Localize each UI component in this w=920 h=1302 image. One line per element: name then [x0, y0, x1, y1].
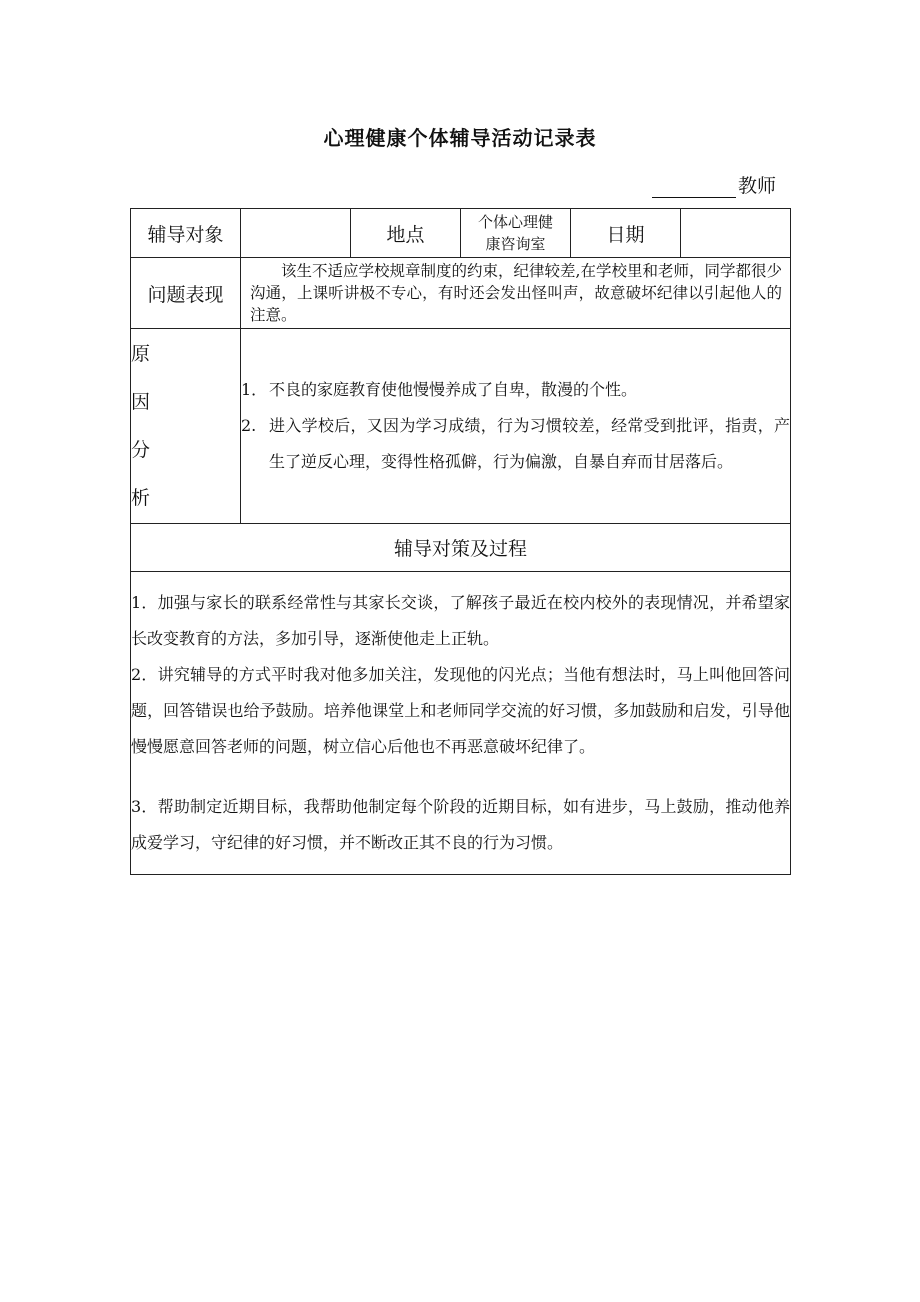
cause-label-char: 分 — [131, 439, 151, 461]
strategy-item: 3．帮助制定近期目标，我帮助他制定每个阶段的近期目标，如有进步，马上鼓励，推动他养成爱学习，守纪律的好习惯，并不断改正其不良的行为习惯。 — [131, 797, 790, 852]
cause-item-number: 1． — [241, 380, 268, 399]
teacher-field — [652, 171, 792, 198]
target-value-cell[interactable] — [241, 209, 351, 258]
cause-cell — [241, 329, 791, 524]
document-title: 心理健康个体辅导活动记录表 — [323, 126, 597, 150]
cause-label-char: 原 — [131, 343, 151, 365]
cause-label — [131, 329, 241, 524]
strategy-title-row — [131, 524, 791, 572]
cause-item-text: 不良的家庭教育使他慢慢养成了自卑，散漫的个性。 — [269, 380, 638, 399]
problem-row — [131, 258, 791, 329]
cause-row — [131, 329, 791, 524]
location-label: 地点 — [351, 209, 461, 258]
teacher-name-blank[interactable] — [652, 177, 736, 198]
location-value-line2: 康咨询室 — [485, 235, 546, 253]
date-label: 日期 — [571, 209, 681, 258]
cause-item-number: 2. — [241, 416, 257, 435]
header-row — [131, 209, 791, 258]
teacher-suffix: 教师 — [738, 175, 777, 197]
strategy-spacer — [131, 765, 790, 789]
problem-text: 该生不适应学校规章制度的约束，纪律较差,在学校里和老师，同学都很少沟通，上课听讲极不专心，有时还会发出怪叫声，故意破坏纪律以引起他人的注意。 — [250, 262, 782, 324]
problem-cell — [241, 258, 791, 329]
cause-label-char: 因 — [131, 391, 151, 413]
record-table — [130, 208, 791, 875]
cause-item-text: 进入学校后，又因为学习成绩，行为习惯较差，经常受到批评，指责，产生了逆反心理，变得性格孤僻，行为偏激，自暴自弃而甘居落后。 — [269, 416, 790, 471]
cause-label-char: 析 — [131, 487, 151, 509]
date-value-cell[interactable] — [681, 209, 791, 258]
strategy-row — [131, 572, 791, 875]
strategy-title: 辅导对策及过程 — [131, 524, 791, 572]
location-value-line1: 个体心理健 — [477, 213, 553, 231]
problem-label: 问题表现 — [131, 258, 241, 329]
target-label: 辅导对象 — [131, 209, 241, 258]
strategy-cell — [131, 572, 791, 875]
strategy-item: 1．加强与家长的联系经常性与其家长交谈，了解孩子最近在校内校外的表现情况，并希望家长改变教育的方法，多加引导，逐渐使他走上正轨。 — [131, 593, 790, 648]
cause-item — [241, 372, 790, 408]
location-value — [461, 209, 571, 258]
strategy-item: 2．讲究辅导的方式平时我对他多加关注，发现他的闪光点；当他有想法时，马上叫他回答问题，回答错误也给予鼓励。培养他课堂上和老师同学交流的好习惯，多加鼓励和启发，引导他慢慢愿意回答老师的问题，树立信心后他也不再恶意破坏纪律了。 — [131, 665, 790, 756]
cause-item — [241, 408, 790, 480]
